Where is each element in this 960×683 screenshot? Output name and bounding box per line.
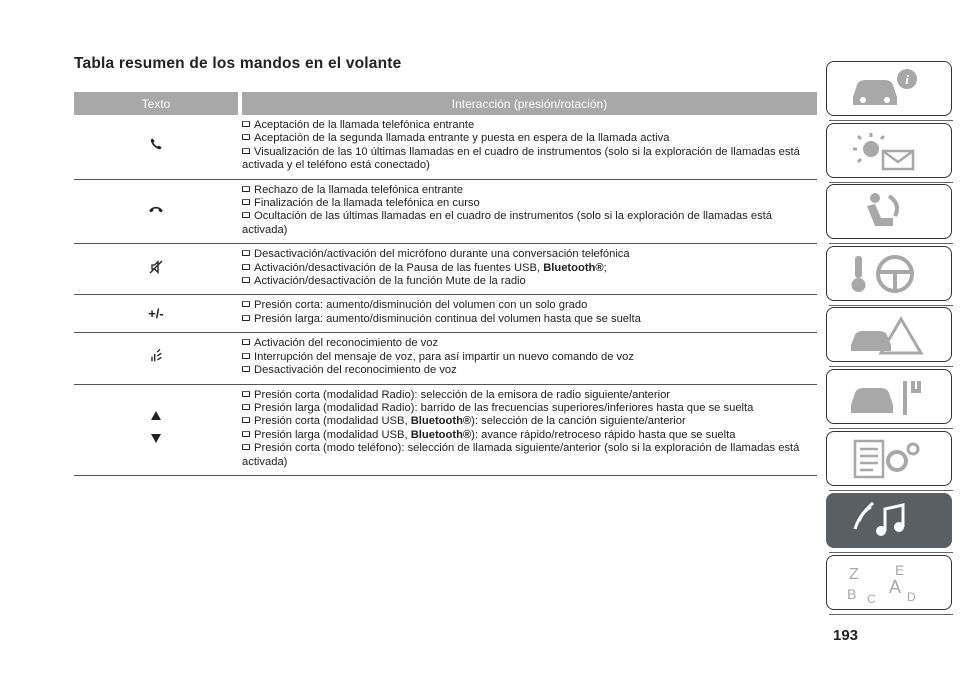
list-item	[242, 299, 817, 312]
item-text: Presión larga (modalidad USB,	[254, 428, 411, 441]
bullet-icon	[242, 121, 250, 127]
list-item	[242, 184, 817, 197]
sidebar-tab-key-steering-wheel[interactable]	[826, 246, 952, 301]
list-item	[242, 248, 817, 261]
header-interaction: Interacción (presión/rotación)	[242, 92, 817, 115]
list-item	[242, 415, 817, 428]
list-item	[242, 337, 817, 350]
bullet-icon	[242, 148, 250, 154]
sidebar-tab-lights-message[interactable]	[826, 123, 952, 178]
mute-icon	[148, 259, 164, 280]
item-text: Presión corta (modo teléfono): selección de llamada siguiente/anterior (solo si la exploración de llamadas está activada)	[242, 442, 800, 468]
bullet-icon	[242, 250, 250, 256]
sidebar-tab-seat-airbag[interactable]	[826, 184, 952, 239]
bullet-icon	[242, 366, 250, 372]
voice-icon	[148, 348, 164, 369]
row-icon-cell	[74, 244, 238, 294]
bullet-icon	[242, 134, 250, 140]
table-header	[74, 92, 817, 115]
item-text: Presión larga (modalidad Radio): barrido de las frecuencias superiores/inferiores hasta que se suelta	[254, 401, 754, 414]
item-text: Presión corta (modalidad USB,	[254, 415, 411, 428]
row-text-cell	[242, 295, 817, 332]
phone-accept-icon	[149, 137, 163, 156]
row-text-cell	[242, 180, 817, 244]
bullet-icon	[242, 444, 250, 450]
item-text: Rechazo de la llamada telefónica entrante	[254, 183, 463, 196]
sidebar-tab-car-info[interactable]	[826, 61, 952, 116]
up-down-arrows-icon	[150, 410, 162, 449]
list-item	[242, 146, 817, 173]
table-row	[74, 115, 817, 180]
list-item	[242, 210, 817, 237]
item-text: Activación/desactivación de la Pausa de las fuentes USB,	[254, 261, 544, 274]
item-text: Presión larga: aumento/disminución continua del volumen hasta que se suelta	[254, 312, 641, 325]
svg-text:Z: Z	[849, 566, 859, 583]
item-text: Desactivación del reconocimiento de voz	[254, 364, 457, 377]
page-title: Tabla resumen de los mandos en el volante	[74, 55, 402, 72]
list-item	[242, 197, 817, 210]
bullet-icon	[242, 277, 250, 283]
list-item	[242, 275, 817, 288]
table-row	[74, 385, 817, 476]
sidebar-tab-technical-data[interactable]	[826, 431, 952, 486]
svg-text:A: A	[889, 577, 902, 597]
bullet-icon	[242, 353, 250, 359]
item-text: Aceptación de la segunda llamada entrante y puesta en espera de la llamada activa	[254, 132, 670, 145]
sidebar-tab-index-letters[interactable]	[826, 555, 952, 610]
svg-text:B: B	[847, 586, 857, 602]
item-text: ): avance rápido/retroceso rápido hasta que se suelta	[471, 428, 736, 441]
bullet-icon	[242, 339, 250, 345]
list-item	[242, 389, 817, 402]
row-text-cell	[242, 333, 817, 383]
item-text: Ocultación de las últimas llamadas en el cuadro de instrumentos (solo si la exploración de llamadas está activada)	[242, 210, 773, 236]
item-text: Activación del reconocimiento de voz	[254, 337, 439, 350]
row-icon-cell	[74, 115, 238, 179]
list-item	[242, 119, 817, 132]
svg-text:D: D	[907, 590, 916, 604]
bullet-icon	[242, 301, 250, 307]
bluetooth-brand-text: Bluetooth®	[543, 261, 604, 274]
bullet-icon	[242, 186, 250, 192]
sidebar-tab-multimedia[interactable]	[826, 493, 952, 548]
bullet-icon	[242, 212, 250, 218]
svg-text:i: i	[905, 72, 909, 87]
item-text: ): selección de la canción siguiente/anterior	[471, 415, 686, 428]
bluetooth-brand-text: Bluetooth®	[410, 428, 472, 441]
sidebar-tab-warning-breakdown[interactable]	[826, 307, 952, 362]
table-row	[74, 244, 817, 295]
item-text: Visualización de las 10 últimas llamadas en el cuadro de instrumentos (solo si la exploración de llamadas está activada y el teléfono está conectado)	[242, 145, 800, 172]
phone-reject-icon	[148, 202, 164, 220]
page-number: 193	[833, 627, 859, 644]
list-item	[242, 262, 817, 275]
table-body	[74, 115, 817, 476]
row-icon-cell	[74, 180, 238, 244]
list-item	[242, 364, 817, 377]
bullet-icon	[242, 264, 250, 270]
row-text-cell	[242, 244, 817, 294]
list-item	[242, 313, 817, 326]
bullet-icon	[242, 391, 250, 397]
item-text: Finalización de la llamada telefónica en curso	[254, 197, 480, 210]
bullet-icon	[242, 315, 250, 321]
plus-minus-label: +/-	[148, 306, 164, 322]
item-text: Presión corta: aumento/disminución del volumen con un solo grado	[254, 299, 588, 312]
bullet-icon	[242, 431, 250, 437]
item-text: Interrupción del mensaje de voz, para así impartir un nuevo comando de voz	[254, 350, 634, 363]
list-item	[242, 429, 817, 442]
item-text: Presión corta (modalidad Radio): selección de la emisora de radio siguiente/anterior	[254, 388, 671, 401]
row-text-cell	[242, 385, 817, 475]
item-text: Desactivación/activación del micrófono durante una conversación telefónica	[254, 248, 630, 261]
list-item	[242, 442, 817, 469]
svg-text:C: C	[867, 592, 876, 605]
controls-table	[74, 92, 817, 476]
bullet-icon	[242, 199, 250, 205]
list-item	[242, 132, 817, 145]
svg-text:E: E	[895, 562, 905, 578]
item-text: ;	[603, 261, 607, 274]
table-row	[74, 333, 817, 384]
row-icon-cell	[74, 333, 238, 383]
list-item	[242, 402, 817, 415]
row-text-cell	[242, 115, 817, 179]
table-row	[74, 180, 817, 245]
bluetooth-brand-text: Bluetooth®	[410, 415, 472, 428]
row-icon-cell	[74, 385, 238, 475]
sidebar-tab-car-maintenance[interactable]	[826, 369, 952, 424]
list-item	[242, 351, 817, 364]
table-row	[74, 295, 817, 333]
bullet-icon	[242, 417, 250, 423]
item-text: Aceptación de la llamada telefónica entrante	[254, 119, 475, 131]
row-icon-cell	[74, 295, 238, 332]
item-text: Activación/desactivación de la función Mute de la radio	[254, 275, 526, 288]
header-text: Texto	[74, 92, 238, 115]
bullet-icon	[242, 404, 250, 410]
